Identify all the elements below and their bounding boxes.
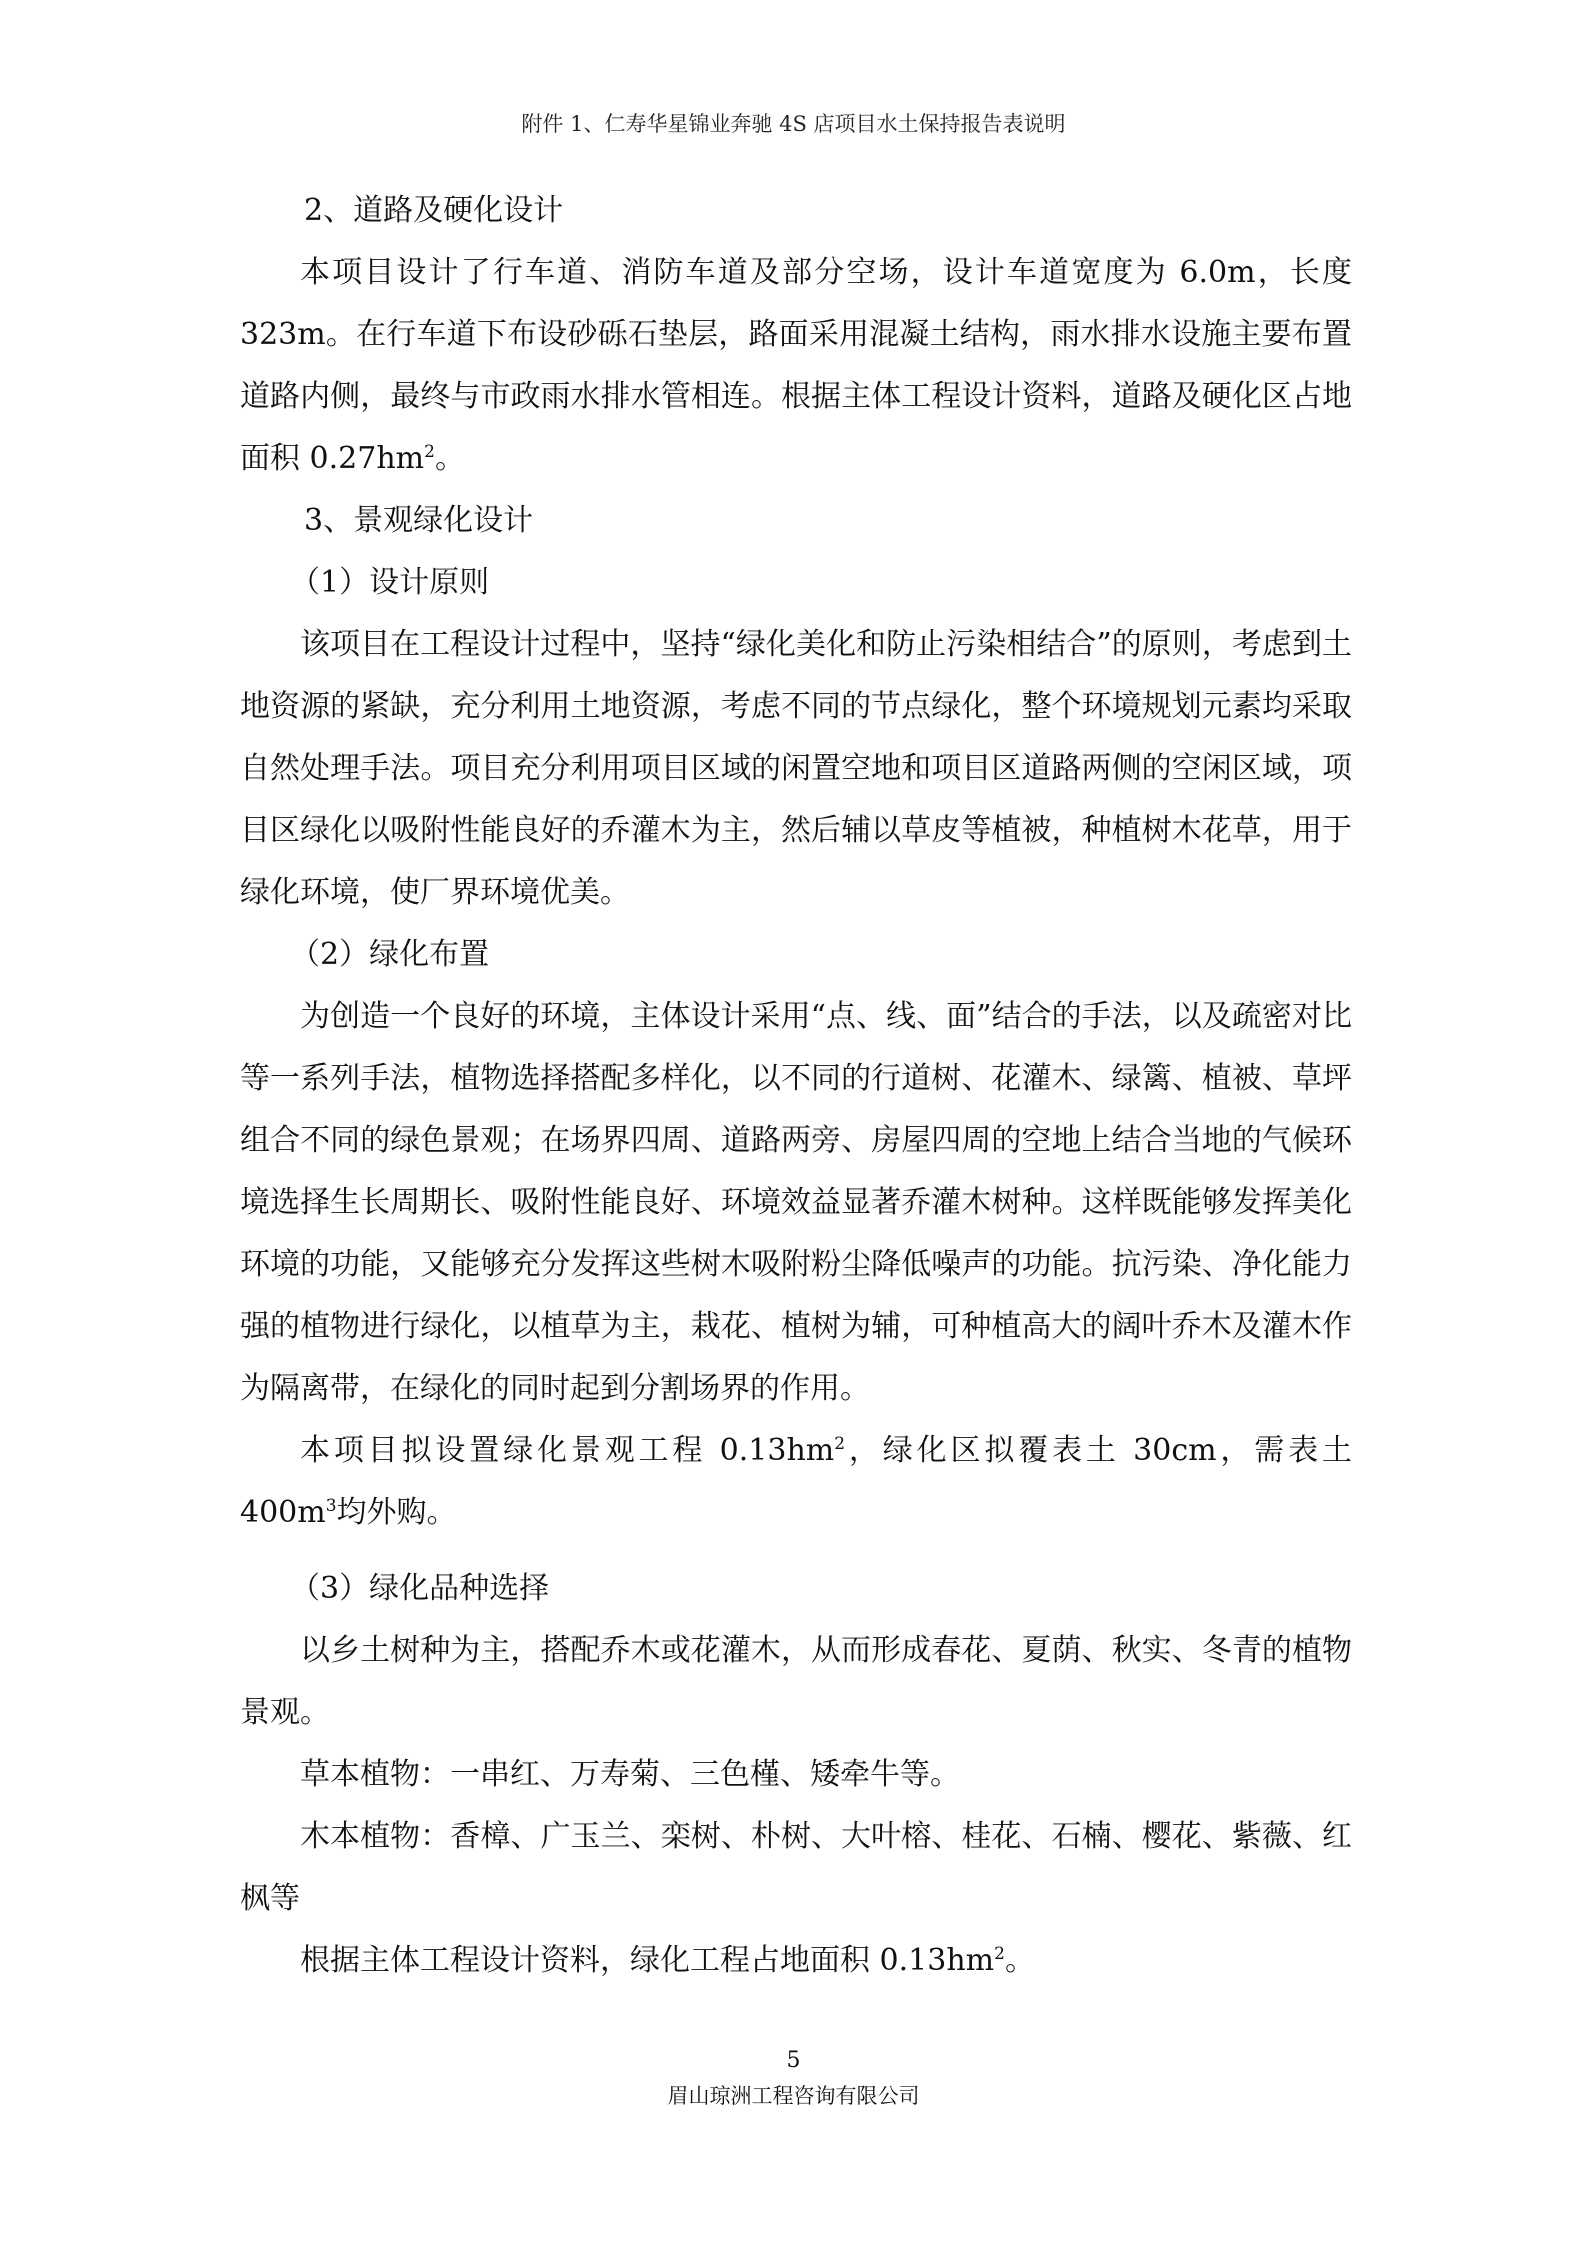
area-text-end: 。 (1004, 1943, 1035, 1978)
paragraph-layout: 为创造一个良好的环境，主体设计采用“点、线、面”结合的手法，以及疏密对比等一系列手法，植物选择搭配多样化，以不同的行道树、花灌木、绿篱、植被、草坪组合不同的绿色景观；在场界四周、道路两旁、房屋四周的空地上结合当地的气候环境选择生长周期长、吸附性能良好、环境效益显著乔灌木树种。这样既能够发挥美化环境的功能，又能够充分发挥这些树木吸附粉尘降低噪声的功能。抗污染、净化能力强的植物进行绿化，以植草为主，栽花、植树为辅，可种植高大的阔叶乔木及灌木作为隔离带，在绿化的同时起到分割场界的作用。 (240, 999, 1352, 1406)
unit-superscript: 3 (325, 1496, 337, 1516)
road-text-end: 。 (434, 441, 465, 476)
greening-text-b: ，绿化区拟覆表土 30cm，需表土 400m (240, 1433, 1352, 1530)
paragraph-woody: 木本植物：香樟、广玉兰、栾树、朴树、大叶榕、桂花、石楠、樱花、紫薇、红枫等 (240, 1819, 1352, 1916)
footer-organization: 眉山琼洲工程咨询有限公司 (667, 2084, 920, 2108)
page-number: 5 (786, 2048, 801, 2073)
subsection-heading-species: （3）绿化品种选择 (290, 1571, 550, 1606)
paragraph-greening-quantity (240, 1420, 1352, 1544)
paragraph-area (240, 1930, 1352, 1992)
subsection-heading-principle: （1）设计原则 (290, 565, 490, 600)
road-text: 本项目设计了行车道、消防车道及部分空场，设计车道宽度为 6.0m，长度 323m。在行车道下布设砂砾石垫层，路面采用混凝土结构，雨水排水设施主要布置道路内侧，最终与市政雨水排水管相连。根据主体工程设计资料，道路及硬化区占地面积 0.27hm (240, 255, 1352, 476)
greening-text-a: 本项目拟设置绿化景观工程 0.13hm (300, 1433, 835, 1468)
paragraph-species: 以乡土树种为主，搭配乔木或花灌木，从而形成春花、夏荫、秋实、冬青的植物景观。 (240, 1633, 1352, 1730)
greening-text-c: 均外购。 (336, 1495, 457, 1530)
page-header: 附件 1、仁寿华星锦业奔驰 4S 店项目水土保持报告表说明 (521, 112, 1066, 136)
paragraph-road (240, 242, 1352, 490)
unit-superscript: 2 (834, 1434, 846, 1454)
paragraph-herb: 草本植物：一串红、万寿菊、三色槿、矮牵牛等。 (300, 1757, 960, 1792)
document-body (240, 180, 1352, 1992)
unit-superscript: 2 (994, 1944, 1005, 1964)
section-heading-road: 2、道路及硬化设计 (304, 193, 564, 228)
subsection-heading-layout: （2）绿化布置 (290, 937, 490, 972)
unit-superscript: 2 (424, 442, 435, 462)
paragraph-principle: 该项目在工程设计过程中，坚持“绿化美化和防止污染相结合”的原则，考虑到土地资源的紧缺，充分利用土地资源，考虑不同的节点绿化，整个环境规划元素均采取自然处理手法。项目充分利用项目区域的闲置空地和项目区道路两侧的空闲区域，项目区绿化以吸附性能良好的乔灌木为主，然后辅以草皮等植被，种植树木花草，用于绿化环境，使厂界环境优美。 (240, 627, 1352, 910)
section-heading-landscape: 3、景观绿化设计 (304, 503, 534, 538)
area-text: 根据主体工程设计资料，绿化工程占地面积 0.13hm (300, 1943, 995, 1978)
